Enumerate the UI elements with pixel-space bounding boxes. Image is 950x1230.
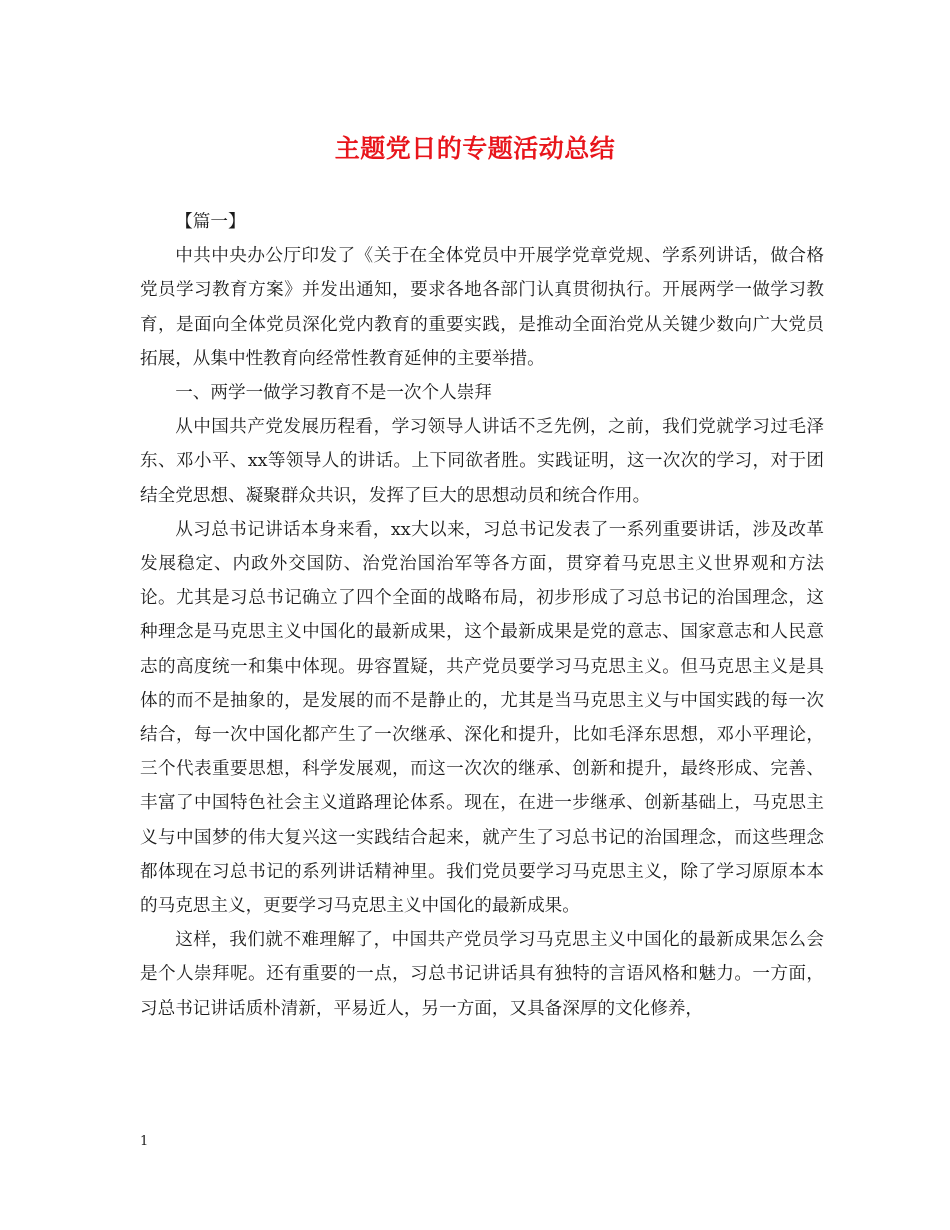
paragraph-intro: 中共中央办公厅印发了《关于在全体党员中开展学党章党规、学系列讲话，做合格党员学习教育方案》并发出通知，要求各地各部门认真贯彻执行。开展两学一做学习教育，是面向全体党员深化党内教育的重要实践，是推动全面治党从关键少数向广大党员拓展，从集中性教育向经常性教育延伸的主要举措。 — [140, 246, 824, 369]
paragraph-subheading: 一、两学一做学习教育不是一次个人崇拜 — [175, 383, 492, 404]
paragraph-speech: 从习总书记讲话本身来看，xx大以来，习总书记发表了一系列重要讲话，涉及改革发展稳定、内政外交国防、治党治国治军等各方面，贯穿着马克思主义世界观和方法论。尤其是习总书记确立了四个全面的战略布局，初步形成了习总书记的治国理念，这种理念是马克思主义中国化的最新成果，这个最新成果是党的意志、国家意志和人民意志的高度统一和集中体现。毋容置疑，共产党员要学习马克思主义。但马克思主义是具体的而不是抽象的，是发展的而不是静止的，尤其是当马克思主义与中国实践的每一次结合，每一次中国化都产生了一次继承、深化和提升，比如毛泽东思想，邓小平理论，三个代表重要思想，科学发展观，而这一次次的继承、创新和提升，最终形成、完善、丰富了中国特色社会主义道路理论体系。现在，在进一步继承、创新基础上，马克思主义与中国梦的伟大复兴这一实践结合起来，就产生了习总书记的治国理念，而这些理念都体现在习总书记的系列讲话精神里。我们党员要学习马克思主义，除了学习原原本本的马克思主义，更要学习马克思主义中国化的最新成果。 — [140, 519, 824, 917]
page-number: 1 — [140, 1134, 149, 1149]
document-body — [140, 205, 824, 1026]
section-heading: 【篇一】 — [175, 212, 246, 232]
paragraph-conclusion: 这样，我们就不难理解了，中国共产党员学习马克思主义中国化的最新成果怎么会是个人崇拜呢。还有重要的一点，习总书记讲话具有独特的言语风格和魅力。一方面，习总书记讲话质朴清新，平易近人，另一方面，又具备深厚的文化修养， — [140, 930, 824, 1019]
paragraph-history: 从中国共产党发展历程看，学习领导人讲话不乏先例，之前，我们党就学习过毛泽东、邓小平、xx等领导人的讲话。上下同欲者胜。实践证明，这一次次的学习，对于团结全党思想、凝聚群众共识，发挥了巨大的思想动员和统合作用。 — [140, 417, 824, 506]
document-title: 主题党日的专题活动总结 — [334, 134, 616, 163]
